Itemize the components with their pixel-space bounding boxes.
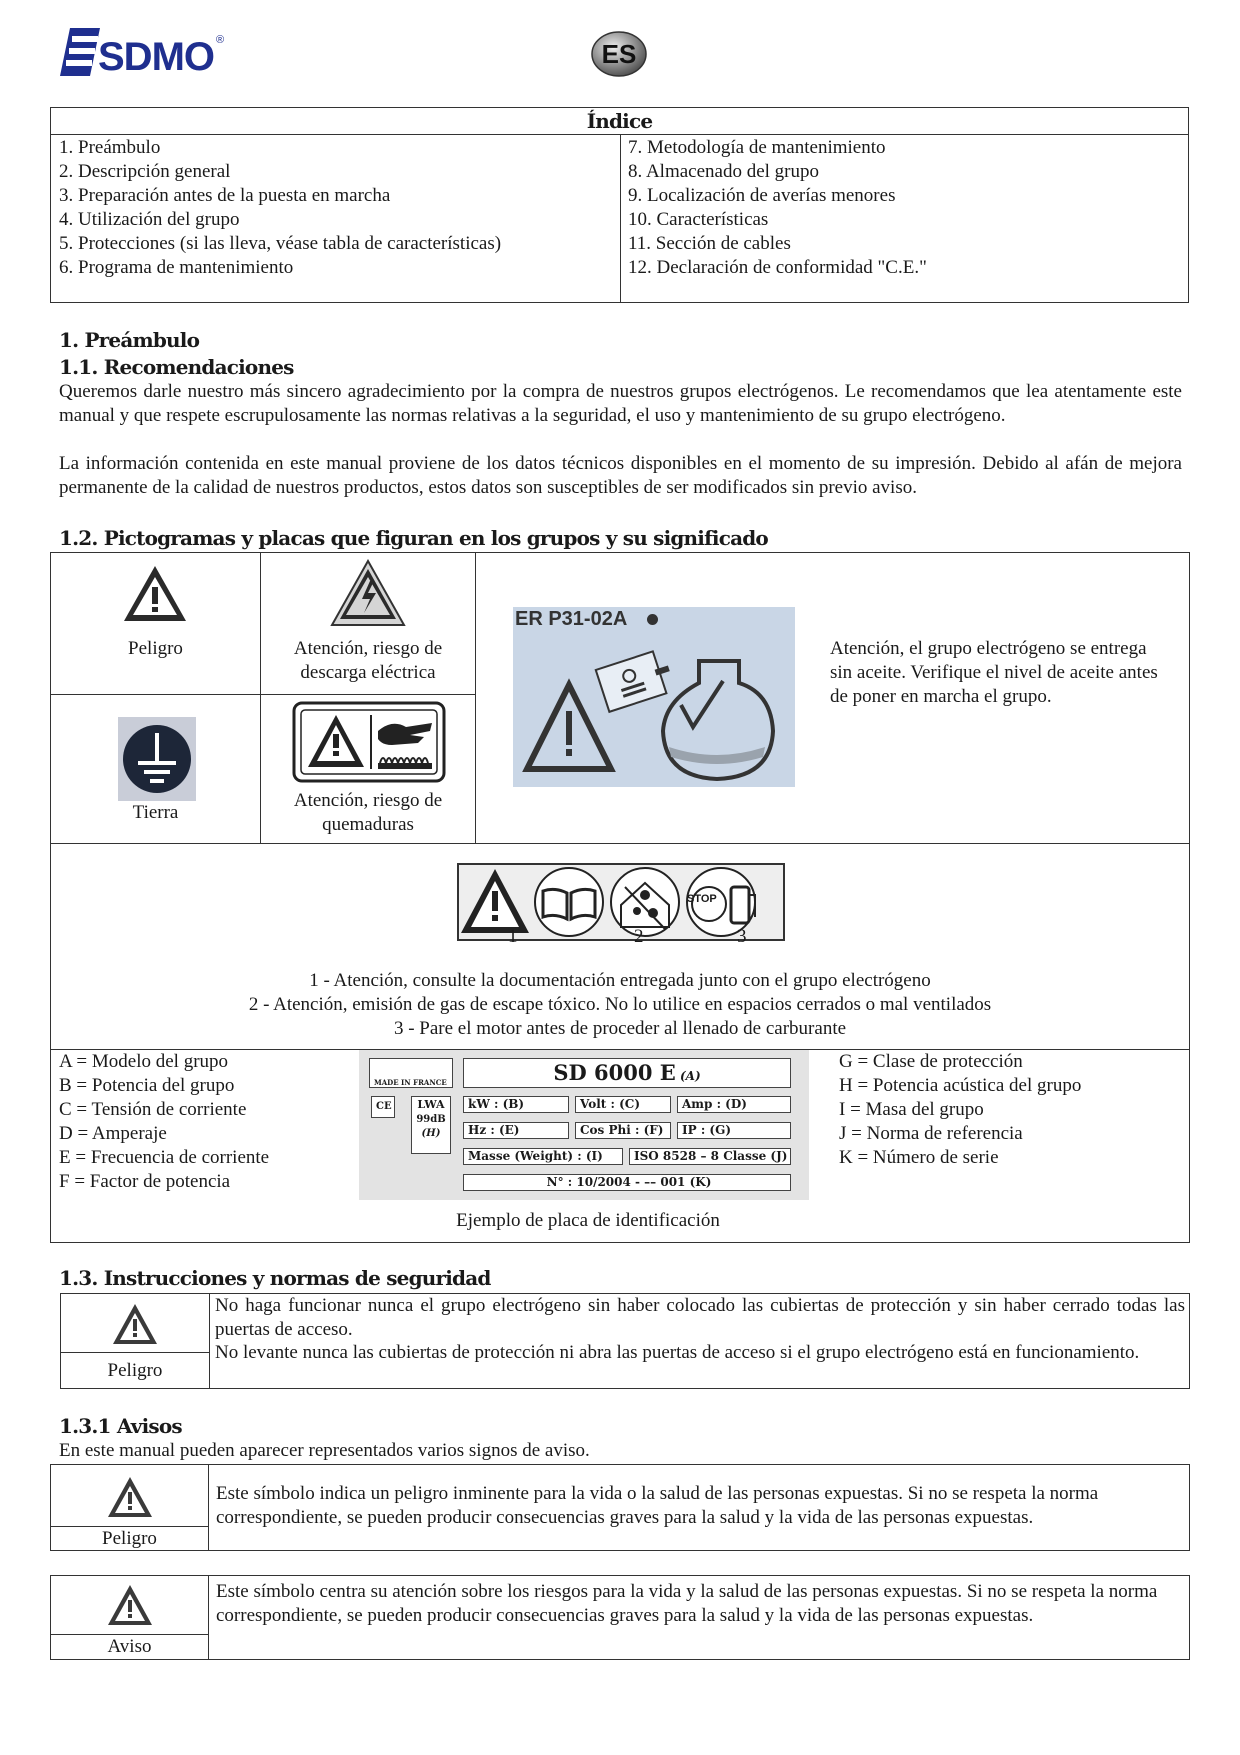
plate-legend-item: I = Masa del grupo <box>839 1099 984 1120</box>
plate-caption: Ejemplo de placa de identificación <box>456 1210 720 1231</box>
sdmo-logo-icon <box>58 26 228 78</box>
safety-rule-1: No haga funcionar nunca el grupo electrógeno sin haber colocado las cubiertas de protección y sin haber cerrado todas las puertas de acceso. <box>215 1295 1185 1340</box>
plate-legend-left <box>59 1050 269 1194</box>
plate-mass: Masse (Weight) : (I) <box>463 1148 623 1165</box>
pictogram-number-2: 2 <box>634 926 644 947</box>
plate-cosphi: Cos Phi : (F) <box>575 1122 671 1139</box>
plate-model <box>463 1058 791 1088</box>
pictogram-number-1: 1 <box>508 926 518 947</box>
oil-warning-sticker <box>513 607 795 787</box>
plate-model-tag: (A) <box>679 1069 701 1083</box>
warning-danger-text: Este símbolo indica un peligro inminente para la vida o la salud de las personas expuestas. Si no se respeta la norma correspondiente, se pueden producir consecuencias graves para la salud y la vida de las personas expuestas. <box>216 1483 1099 1528</box>
index-item: 5. Protecciones (si las lleva, véase tabla de características) <box>59 233 502 254</box>
plate-legend-item: F = Factor de potencia <box>59 1171 231 1192</box>
pictogram-number-3: 3 <box>737 926 747 947</box>
label-peligro: Peligro <box>128 638 183 659</box>
sdmo-logo <box>58 26 228 78</box>
ground-icon <box>118 717 196 801</box>
section-1-1-paragraph-1: Queremos darle nuestro más sincero agradecimiento por la compra de nuestros grupos electrógenos. Le recomendamos que lea atentamente este manual y que respete escrupulosamente las normas relativas a la seguridad, el uso y mantenimiento de su grupo electrógeno. <box>59 381 1182 426</box>
plate-sound-box <box>411 1096 451 1154</box>
index-item: 6. Programa de mantenimiento <box>59 257 294 278</box>
identification-plate <box>359 1050 809 1200</box>
pictogram-note-1: 1 - Atención, consulte la documentación entregada junto con el grupo electrógeno <box>309 970 931 991</box>
pictogram-note-3: 3 - Pare el motor antes de proceder al llenado de carburante <box>393 1018 847 1039</box>
plate-serial: N° : 10/2004 - –– 001 (K) <box>463 1174 791 1191</box>
safety-rules-box <box>60 1293 1190 1389</box>
pictogram-note-2: 2 - Atención, emisión de gas de escape tóxico. No lo utilice en espacios cerrados o mal ventilados <box>248 994 992 1015</box>
plate-ip: IP : (G) <box>677 1122 791 1139</box>
warning-triangle-icon <box>106 1583 154 1627</box>
warning-notice-text: Este símbolo centra su atención sobre los riesgos para la vida y la salud de las personas expuestas. Si no se respeta la norma correspondiente, se pueden producir consecuencias graves para la salud y la vida de las personas expuestas. <box>216 1581 1158 1626</box>
registered-mark: ® <box>216 34 225 46</box>
plate-legend-item: C = Tensión de corriente <box>59 1099 247 1120</box>
plate-hz: Hz : (E) <box>463 1122 569 1139</box>
plate-amp: Amp : (D) <box>677 1096 791 1113</box>
brand-text: SDMO <box>98 35 214 78</box>
plate-legend-item: E = Frecuencia de corriente <box>59 1147 270 1168</box>
safety-rule-2: No levante nunca las cubiertas de protección ni abra las puertas de acceso si el grupo electrógeno está en funcionamiento. <box>215 1342 1140 1363</box>
label-descarga: Atención, riesgo de descarga eléctrica <box>293 638 443 683</box>
plate-volt: Volt : (C) <box>575 1096 671 1113</box>
plate-kw: kW : (B) <box>463 1096 569 1113</box>
plate-legend-item: D = Amperaje <box>59 1123 167 1144</box>
index-table <box>50 107 1189 303</box>
index-title: Índice <box>51 108 1189 135</box>
index-item: 1. Preámbulo <box>59 137 161 158</box>
index-item: 4. Utilización del grupo <box>59 209 240 230</box>
plate-h: (H) <box>421 1128 441 1139</box>
section-1-2-title: 1.2. Pictogramas y placas que figuran en los grupos y su significado <box>59 526 768 550</box>
electric-shock-icon <box>330 559 406 627</box>
plate-lwa: LWA <box>417 1098 445 1111</box>
index-item: 2. Descripción general <box>59 161 231 182</box>
plate-iso: ISO 8528 – 8 Classe (J) <box>629 1148 791 1165</box>
index-item: 9. Localización de averías menores <box>628 185 896 206</box>
pictogram-strip <box>457 863 785 941</box>
plate-legend-item: K = Número de serie <box>839 1147 999 1168</box>
label-peligro: Peligro <box>102 1528 157 1549</box>
section-1-3-1-intro: En este manual pueden aparecer representados varios signos de aviso. <box>59 1440 590 1461</box>
plate-legend-item: B = Potencia del grupo <box>59 1075 235 1096</box>
oil-sticker-code: ER P31-02A <box>515 608 628 630</box>
label-peligro: Peligro <box>107 1360 163 1381</box>
label-aviso: Aviso <box>107 1636 152 1657</box>
danger-triangle-icon <box>111 1302 159 1346</box>
section-1-title: 1. Preámbulo <box>59 328 200 352</box>
section-1-1-title: 1.1. Recomendaciones <box>59 355 294 379</box>
warning-box-notice <box>50 1575 1190 1660</box>
plate-db: 99dB <box>416 1114 446 1125</box>
index-item: 7. Metodología de mantenimiento <box>628 137 886 158</box>
warning-box-danger <box>50 1464 1190 1551</box>
burn-hazard-icon <box>292 701 446 783</box>
plate-legend-item: G = Clase de protección <box>839 1051 1023 1072</box>
oil-warning-text: Atención, el grupo electrógeno se entrega sin aceite. Verifique el nivel de aceite antes de poner en marcha el grupo. <box>830 638 1158 707</box>
index-item: 3. Preparación antes de la puesta en marcha <box>59 185 391 206</box>
plate-ce-mark: CE <box>371 1096 395 1118</box>
index-item: 10. Características <box>628 209 769 230</box>
oil-sticker-dot <box>647 614 658 625</box>
plate-legend-item: H = Potencia acústica del grupo <box>839 1075 1082 1096</box>
plate-model-name: SD 6000 E <box>553 1060 676 1085</box>
oil-engine-icon <box>513 631 795 787</box>
index-item: 8. Almacenado del grupo <box>628 161 820 182</box>
index-right-col <box>621 135 1189 303</box>
plate-legend-right <box>839 1050 1081 1170</box>
plate-legend-item: J = Norma de referencia <box>839 1123 1023 1144</box>
section-1-3-1-title: 1.3.1 Avisos <box>59 1414 182 1438</box>
language-badge <box>590 30 648 78</box>
danger-triangle-icon <box>106 1475 154 1519</box>
plate-legend-item: A = Modelo del grupo <box>59 1051 229 1072</box>
stop-label: STOP <box>687 893 717 905</box>
language-code: ES <box>601 39 637 69</box>
section-1-1-paragraph-2: La información contenida en este manual proviene de los datos técnicos disponibles en el momento de su impresión. Debido al afán de mejora permanente de la calidad de nuestros productos, estos datos son susceptibles de ser modificados sin previo aviso. <box>59 453 1182 498</box>
plate-made-in: MADE IN FRANCE <box>369 1058 453 1088</box>
index-item: 12. Declaración de conformidad "C.E." <box>628 257 927 278</box>
label-tierra: Tierra <box>132 802 179 823</box>
section-1-3-title: 1.3. Instrucciones y normas de seguridad <box>59 1266 491 1290</box>
pictogram-table <box>50 552 1190 1243</box>
danger-triangle-icon <box>121 563 189 625</box>
label-quemaduras: Atención, riesgo de quemaduras <box>293 790 443 835</box>
index-item: 11. Sección de cables <box>628 233 791 254</box>
index-left-col <box>51 135 621 303</box>
